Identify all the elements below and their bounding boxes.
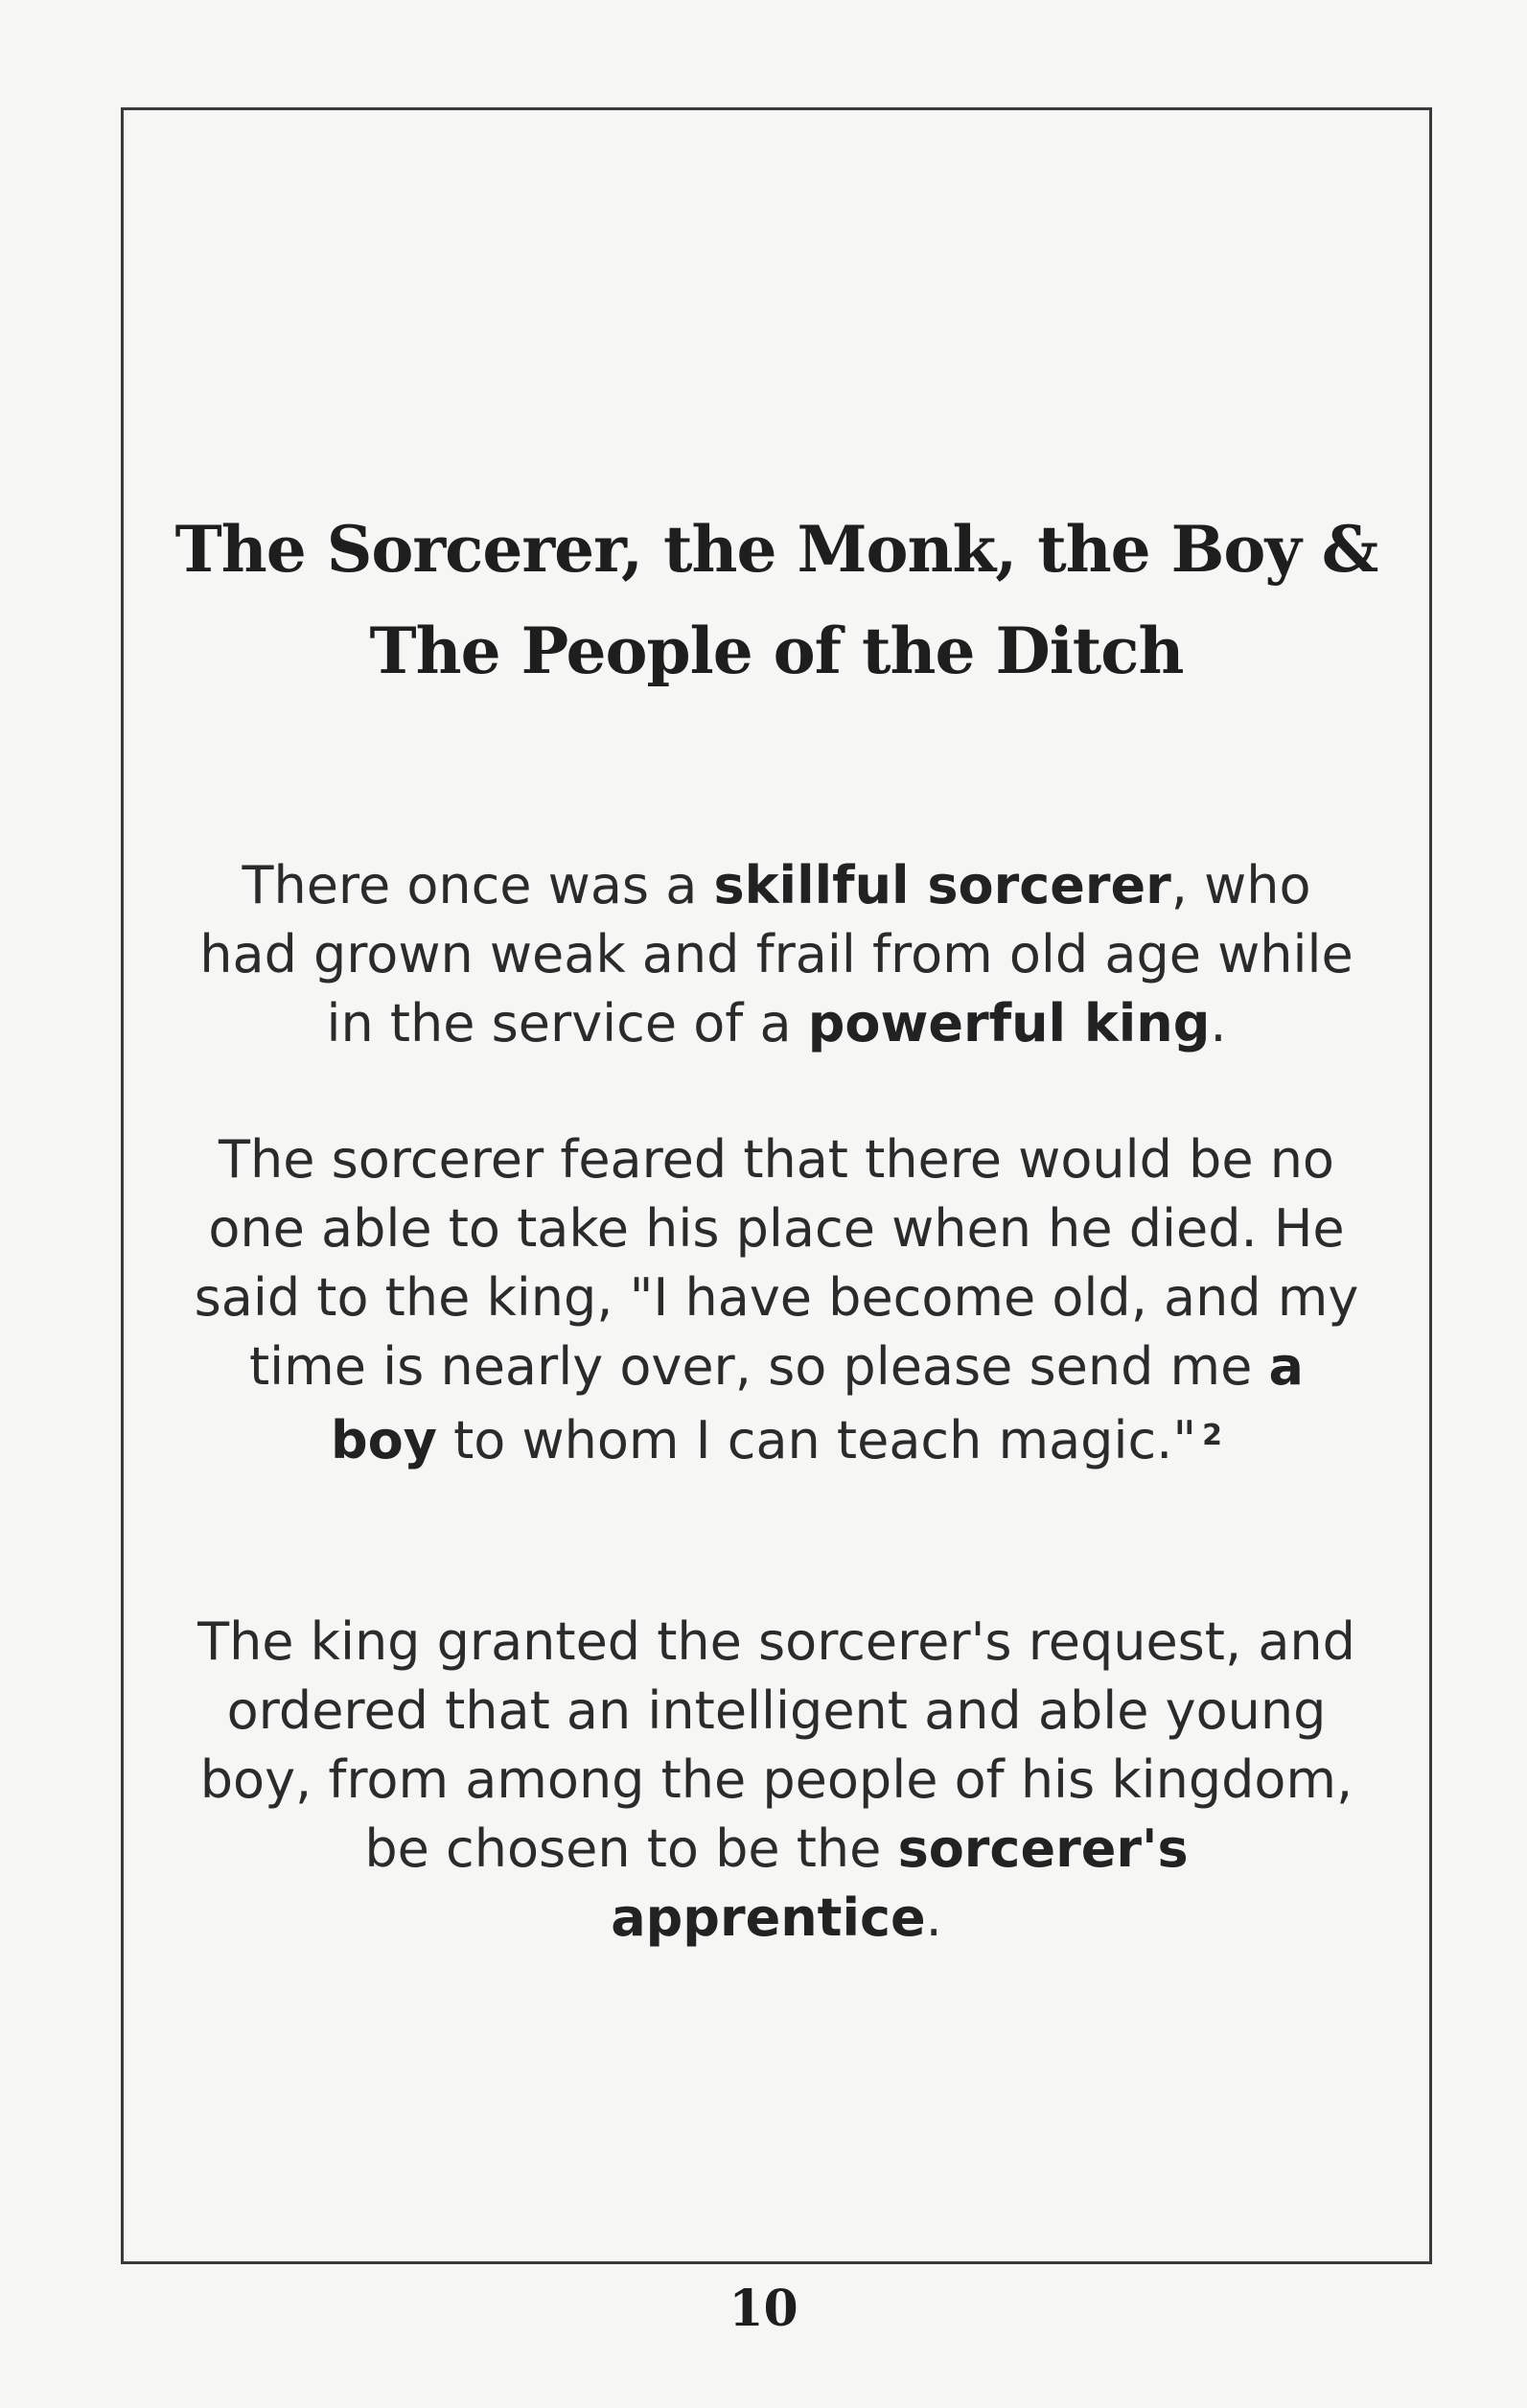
paragraph-3-text-1: The king granted the sorcerer's request, and ordered that an intelligent and able young boy, from among the people of his kingdom, be chosen to be the (197, 1611, 1355, 1879)
chapter-title-line-1: The Sorcerer, the Monk, the Boy & (174, 512, 1378, 587)
paragraph-3-text-2: . (925, 1887, 942, 1948)
page-number: 10 (729, 2280, 798, 2338)
footnote-marker: 2 (1202, 1419, 1223, 1452)
paragraph-1-text-2: , who had grown weak and frail from old age while in the service of a (199, 855, 1353, 1054)
paragraph-1-bold-1: skillful sorcerer (713, 855, 1171, 915)
paragraph-1 (192, 851, 1361, 1058)
paragraph-3-bold-1: sorcerer's apprentice (611, 1818, 1189, 1948)
paragraph-3 (192, 1608, 1361, 1953)
paragraph-1-text-1: There once was a (242, 855, 714, 915)
paragraph-1-text-3: . (1210, 993, 1227, 1054)
paragraph-1-bold-2: powerful king (807, 993, 1211, 1054)
paragraph-2-text-1: The sorcerer feared that there would be no one able to take his place when he died. He said to the king, "I have become old, and my time is nearly over, so please send me (194, 1129, 1359, 1397)
chapter-title (121, 498, 1432, 702)
chapter-title-line-2: The People of the Ditch (369, 614, 1184, 688)
paragraph-2-text-2: to whom I can teach magic." (436, 1410, 1197, 1470)
paragraph-2-bold-1: a boy (330, 1336, 1304, 1470)
paragraph-2 (192, 1125, 1361, 1475)
